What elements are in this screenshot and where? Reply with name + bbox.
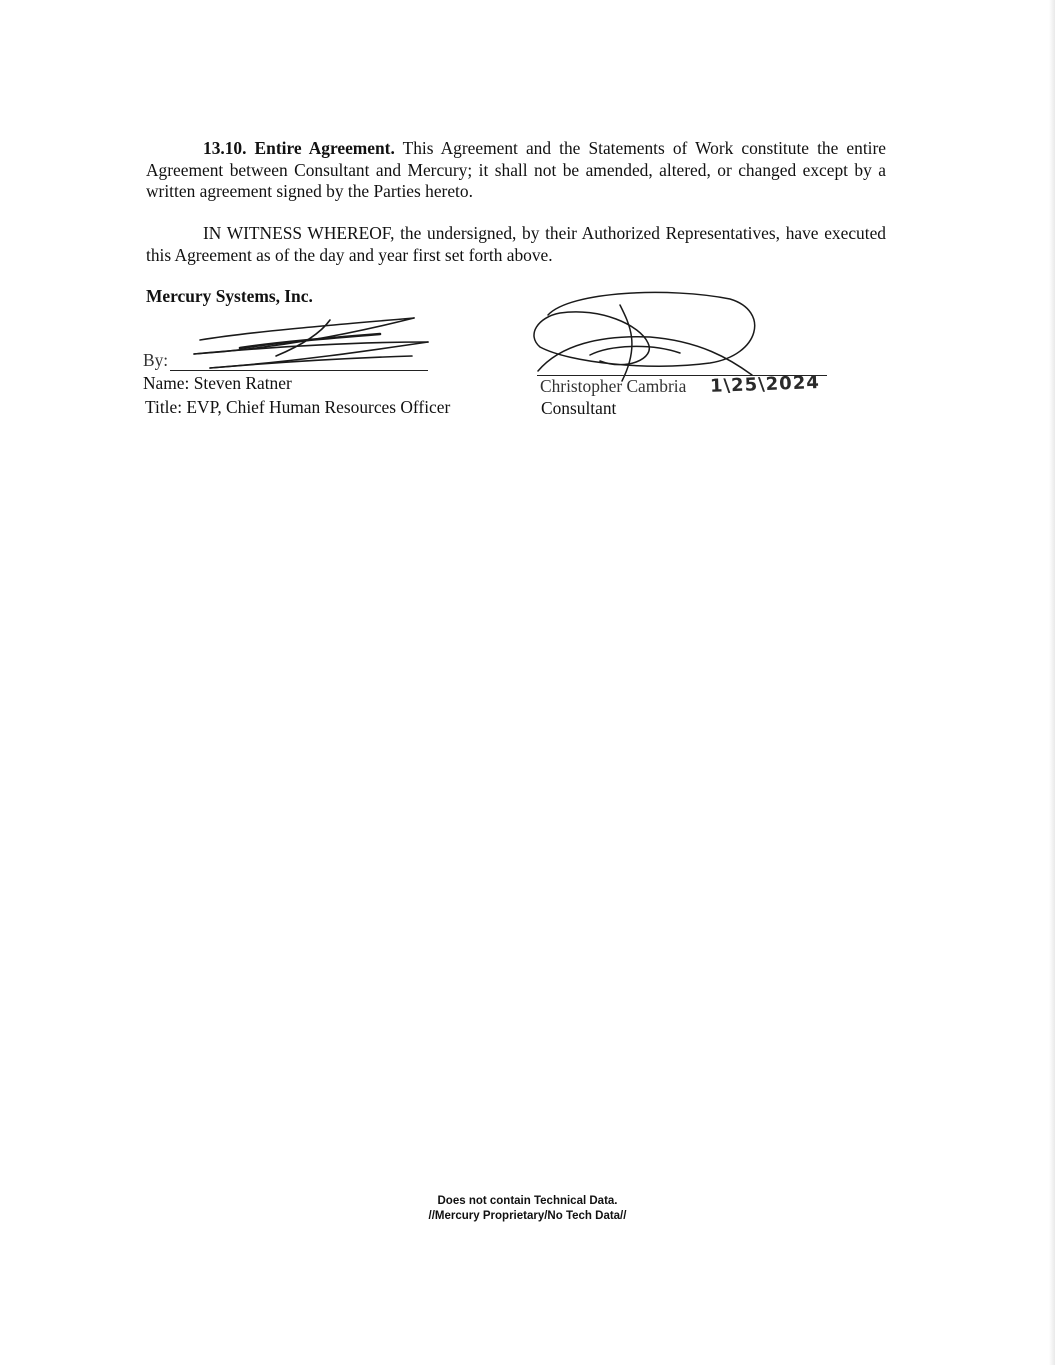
company-name: Mercury Systems, Inc.: [146, 286, 313, 306]
by-label: By:: [143, 350, 169, 370]
footer-technical-data-notice: Does not contain Technical Data.: [437, 1195, 618, 1207]
mercury-signatory-name: Name: Steven Ratner: [143, 373, 292, 393]
mercury-signature-line: [170, 370, 428, 371]
entire-agreement-clause: [146, 138, 886, 203]
scan-page-edge: [1049, 0, 1055, 1365]
clause-heading: 13.10. Entire Agreement.: [203, 138, 395, 158]
consultant-role: Consultant: [541, 398, 617, 418]
clause-body: This Agreement and the Statements of Work constitute the entire Agreement between Consultant and Mercury; it shall not be amended, altered, or changed except by a written agreement signed by the Parties hereto.: [146, 138, 886, 201]
mercury-signatory-title: Title: EVP, Chief Human Resources Officer: [145, 397, 451, 417]
footer-proprietary-marking: //Mercury Proprietary/No Tech Data//: [428, 1210, 627, 1222]
handwritten-date: 1\25\2024: [709, 372, 821, 397]
consultant-name: Christopher Cambria: [540, 376, 687, 396]
mercury-signature-icon: [180, 312, 440, 382]
witness-clause: IN WITNESS WHEREOF, the undersigned, by their Authorized Representatives, have executed this Agreement as of the day and year first set forth above.: [146, 223, 886, 265]
